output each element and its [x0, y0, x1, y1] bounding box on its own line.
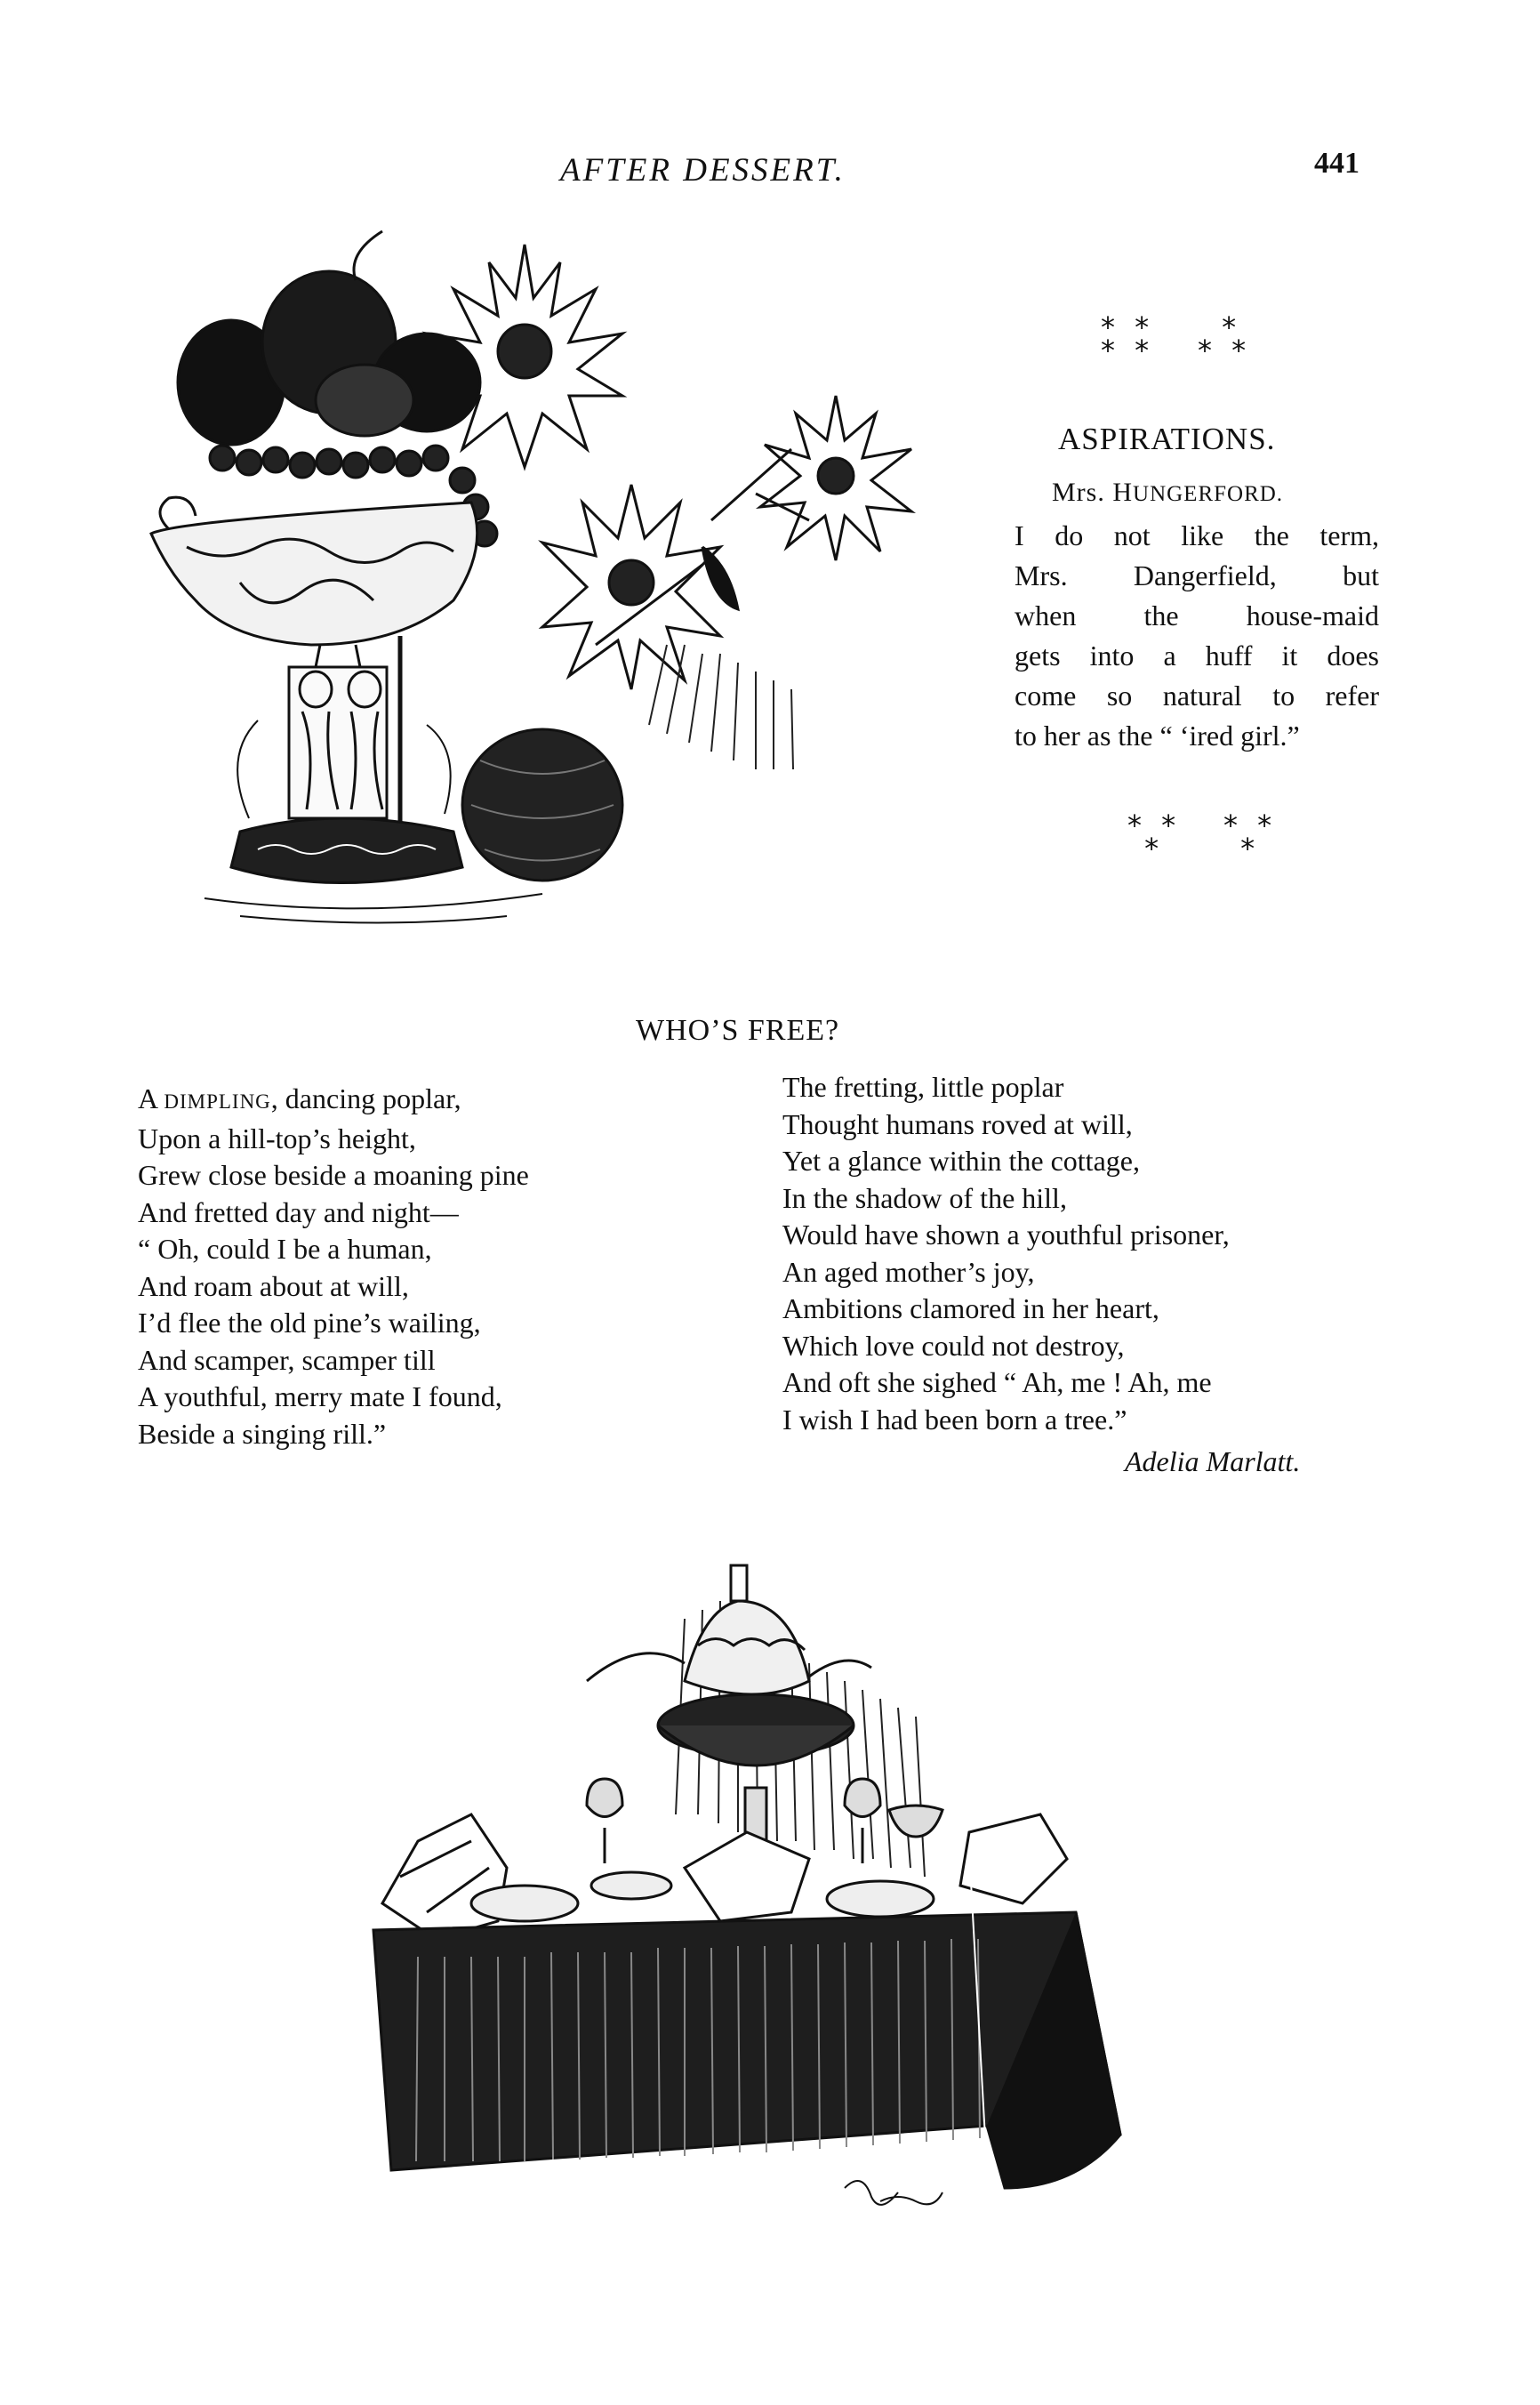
- poem-stanza-2: [782, 1069, 1230, 1438]
- aspirations-line: come so natural to refer: [1015, 680, 1379, 712]
- aspirations-text: [1015, 516, 1379, 756]
- centerpiece: [587, 1565, 871, 1878]
- star-ornament-bottom-right: * * *: [1223, 808, 1278, 865]
- compote-bowl: [151, 497, 477, 689]
- poem-line: The fretting, little poplar: [782, 1071, 1064, 1103]
- fruit-pile: [178, 231, 497, 546]
- first-line-rest: , dancing poplar,: [270, 1082, 461, 1114]
- speaker-rest: UNGERFORD.: [1133, 482, 1284, 506]
- poem-line: In the shadow of the hill,: [782, 1181, 1067, 1214]
- poem-line: And fretted day and night—: [138, 1195, 459, 1228]
- star-ornament-bottom-left: * * *: [1127, 808, 1182, 865]
- poem-line: Which love could not destroy,: [782, 1329, 1125, 1362]
- poem-line: A youthful, merry mate I found,: [138, 1380, 502, 1412]
- poem-line: I’d flee the old pine’s wailing,: [138, 1307, 481, 1339]
- background-hatching: [649, 645, 793, 769]
- poem-line: Ambitions clamored in her heart,: [782, 1292, 1159, 1324]
- poem-line: “ Oh, could I be a human,: [138, 1233, 432, 1265]
- aspirations-line: Mrs. Dangerfield, but: [1015, 559, 1379, 591]
- poem-line: Would have shown a youthful prisoner,: [782, 1219, 1230, 1251]
- poem-line: And oft she sighed “ Ah, me ! Ah, me: [782, 1366, 1212, 1398]
- poem-title: WHO’S FREE?: [636, 1014, 840, 1047]
- page-number: 441: [1314, 147, 1360, 180]
- first-word-smallcaps: DIMPLING: [164, 1090, 271, 1113]
- glass-jar: [462, 729, 622, 881]
- aspirations-speaker: [1052, 478, 1283, 508]
- running-title: AFTER DESSERT.: [560, 152, 846, 189]
- poem-line: And scamper, scamper till: [138, 1343, 436, 1376]
- artist-signature: [845, 2181, 942, 2205]
- poem-line: Upon a hill-top’s height,: [138, 1122, 416, 1154]
- poem-line: I wish I had been born a tree.”: [782, 1403, 1127, 1436]
- fruit-bowl-illustration: [133, 227, 934, 956]
- poem-line: And roam about at will,: [138, 1269, 409, 1302]
- poem-line: Thought humans roved at will,: [782, 1107, 1133, 1140]
- star-ornament-top-left: * * * *: [1101, 310, 1155, 367]
- dessert-table-illustration: [347, 1548, 1147, 2277]
- poem-stanza-1: [138, 1081, 529, 1452]
- aspirations-line: to her as the “ ‘ired girl.”: [1015, 720, 1300, 752]
- poem-line: [138, 1081, 529, 1121]
- star-ornament-top-right: * * *: [1198, 310, 1252, 367]
- aspirations-line: gets into a huff it does: [1015, 639, 1379, 672]
- poem-line: Grew close beside a moaning pine: [138, 1159, 529, 1191]
- aspirations-line: I do not like the term,: [1015, 519, 1379, 551]
- aspirations-title: ASPIRATIONS.: [1058, 422, 1276, 456]
- poem-line: Yet a glance within the cottage,: [782, 1145, 1140, 1177]
- chrysanthemum-bouquet: [427, 245, 911, 689]
- first-word-cap: A: [138, 1082, 164, 1114]
- speaker-initial: Mrs. H: [1052, 478, 1134, 507]
- aspirations-line: when the house-maid: [1015, 599, 1379, 631]
- poem-line: Beside a singing rill.”: [138, 1417, 387, 1450]
- poem-author: Adelia Marlatt.: [1125, 1445, 1301, 1477]
- poem-line: An aged mother’s joy,: [782, 1255, 1035, 1288]
